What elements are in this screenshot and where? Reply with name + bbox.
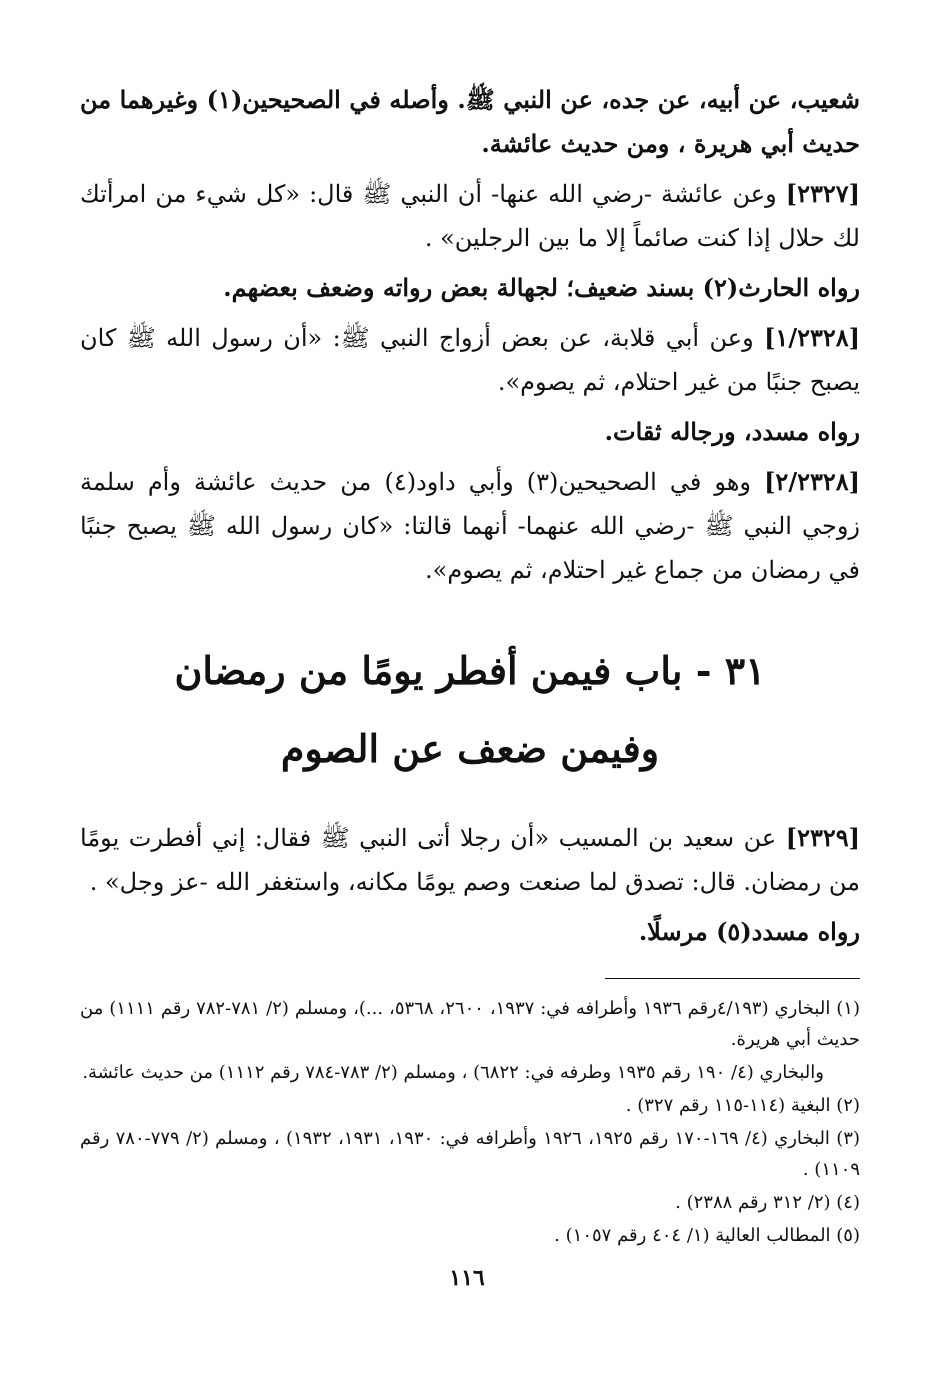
- grading-2329: رواه مسدد(٥) مرسلًا.: [638, 917, 860, 946]
- footnote-4: (٤) (٢/ ٣١٢ رقم ٢٣٨٨) .: [675, 1192, 860, 1213]
- hadith-number: [١/٢٣٢٨]: [764, 323, 860, 352]
- page-body: [80, 78, 860, 1253]
- grading-2327: رواه الحارث(٢) بسند ضعيف؛ لجهالة بعض رواته وضعف بعضهم.: [223, 273, 860, 302]
- footnote-1-continued: والبخاري (٤/ ١٩٠ رقم ١٩٣٥ وطرفه في: ٦٨٢٢) ، ومسلم (٢/ ٧٨٣-٧٨٤ رقم ١١١٢) من حديث عائشة.: [82, 1062, 824, 1083]
- hadith-2328-1: [80, 316, 860, 404]
- chapter-title-line-1: ٣١ - باب فيمن أفطر يومًا من رمضان: [174, 648, 766, 693]
- hadith-number: [٢/٢٣٢٨]: [764, 467, 860, 496]
- chapter-title-line-2: وفيمن ضعف عن الصوم: [280, 726, 660, 771]
- hadith-2327: [80, 172, 860, 260]
- hadith-2329: [80, 816, 860, 904]
- grading-2328-1: رواه مسدد، ورجاله ثقات.: [604, 417, 860, 446]
- footnote-3: (٣) البخاري (٤/ ١٦٩-١٧٠ رقم ١٩٢٥، ١٩٢٦ وأطرافه في: ١٩٣٠، ١٩٣١، ١٩٣٢) ، ومسلم (٢/ ٧٧٩-٧٨٠ رقم ١١٠٩) .: [80, 1128, 860, 1180]
- footnotes: [80, 993, 860, 1251]
- hadith-text: عن سعيد بن المسيب «أن رجلا أتى النبي ﷺ فقال: إني أفطرت يومًا من رمضان. قال: تصدق لما صنعت وصم يومًا مكانه، واستغفر الله -عز وجل» .: [80, 824, 860, 896]
- footnote-5: (٥) المطالب العالية (١/ ٤٠٤ رقم ١٠٥٧) .: [554, 1225, 860, 1246]
- paragraph-continuation: شعيب، عن أبيه، عن جده، عن النبي ﷺ. وأصله في الصحيحين(١) وغيرهما من حديث أبي هريرة ، ومن حديث عائشة.: [80, 85, 860, 158]
- hadith-text: وهو في الصحيحين(٣) وأبي داود(٤) من حديث عائشة وأم سلمة زوجي النبي ﷺ -رضي الله عنهما- أنهما قالتا: «كان رسول الله ﷺ يصبح جنبًا في رمضان من جماع غير احتلام، ثم يصوم».: [80, 468, 861, 584]
- hadith-number: [٢٣٢٩]: [785, 823, 860, 852]
- footnote-2: (٢) البغية (١١٤-١١٥ رقم ٣٢٧) .: [625, 1095, 860, 1116]
- page-number: ١١٦: [449, 1265, 485, 1291]
- hadith-number: [٢٣٢٧]: [785, 179, 860, 208]
- hadith-text: وعن عائشة -رضي الله عنها- أن النبي ﷺ قال: «كل شيء من امرأتك لك حلال إذا كنت صائماً إلا ما بين الرجلين» .: [80, 180, 860, 252]
- footnote-1: (١) البخاري (٤/١٩٣رقم ١٩٣٦ وأطرافه في: ١٩٣٧، ٢٦٠٠، ٥٣٦٨، ...)، ومسلم (٢/ ٧٨١-٧٨٢ رقم ١١١١) من حديث أبي هريرة.: [80, 998, 860, 1050]
- footnote-divider: [605, 978, 860, 979]
- chapter-heading: [80, 642, 860, 778]
- hadith-2328-2: [80, 460, 860, 592]
- hadith-text: وعن أبي قلابة، عن بعض أزواج النبي ﷺ: «أن رسول الله ﷺ كان يصبح جنبًا من غير احتلام، ثم يصوم».: [80, 324, 860, 396]
